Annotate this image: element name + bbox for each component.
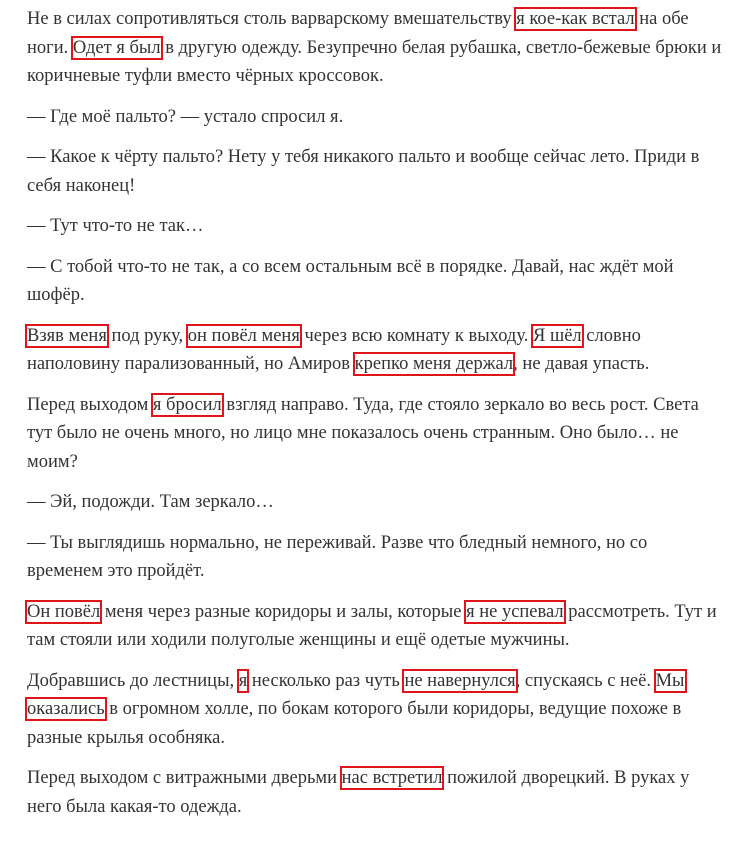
text-segment: под руку, bbox=[106, 325, 188, 346]
paragraph bbox=[27, 598, 727, 655]
paragraph bbox=[27, 529, 727, 586]
highlighted-phrase: я бросил bbox=[152, 394, 222, 415]
story-text bbox=[27, 5, 727, 833]
highlighted-phrase: я кое-как встал bbox=[516, 9, 635, 29]
text-segment: рассмотреть. Тут и там стояли или ходили полуголые женщины и ещё одетые мужчины. bbox=[27, 601, 717, 650]
highlighted-phrase: не навернулся bbox=[404, 670, 516, 691]
text-segment: словно наполовину парализованный, но Амиров bbox=[27, 325, 641, 374]
text-segment: , не давая упасть. bbox=[513, 354, 650, 374]
paragraph bbox=[27, 764, 727, 821]
paragraph bbox=[27, 143, 727, 200]
text-segment: взгляд направо. Туда, где стояло зеркало во весь рост. Света тут было не очень много, но лицо мне показалось очень странным. Оно было… не моим? bbox=[27, 394, 699, 472]
text-segment: Перед выходом с витражными дверьми bbox=[27, 768, 342, 788]
highlighted-phrase: он повёл меня bbox=[187, 325, 300, 346]
text-segment: — Тут что-то не так… bbox=[27, 216, 204, 236]
paragraph bbox=[27, 253, 727, 310]
text-segment: меня через разные коридоры и залы, которые bbox=[100, 601, 467, 622]
highlighted-phrase: нас встретил bbox=[341, 768, 443, 788]
text-segment: Не в силах сопротивляться столь варварскому вмешательству bbox=[27, 9, 517, 29]
paragraph bbox=[27, 103, 727, 132]
paragraph bbox=[27, 212, 727, 241]
text-segment: в огромном холле, по бокам которого были коридоры, ведущие похоже в разные крылья особняка. bbox=[27, 699, 682, 748]
text-segment: несколько раз чуть bbox=[247, 670, 405, 691]
text-segment: — Какое к чёрту пальто? Нету у тебя никакого пальто и вообще сейчас лето. Приди в себя наконец! bbox=[27, 147, 700, 196]
text-segment: — Где моё пальто? — устало спросил я. bbox=[27, 106, 344, 127]
text-segment: на обе ноги. bbox=[27, 9, 689, 58]
paragraph bbox=[27, 391, 727, 477]
text-segment: пожилой дворецкий. В руках у него была какая-то одежда. bbox=[27, 768, 690, 817]
highlighted-phrase: крепко меня держал bbox=[354, 354, 514, 374]
text-segment: — Эй, подожди. Там зеркало… bbox=[27, 492, 274, 512]
text-segment: в другую одежду. Безупречно белая рубашка, светло-бежевые брюки и коричневые туфли вместо чёрных кроссовок. bbox=[27, 37, 722, 86]
highlighted-phrase: я не успевал bbox=[466, 601, 564, 622]
paragraph bbox=[27, 488, 727, 517]
highlighted-phrase: Мы оказались bbox=[27, 670, 685, 719]
highlighted-phrase: Он повёл bbox=[27, 601, 101, 622]
paragraph bbox=[27, 322, 727, 379]
text-segment: — С тобой что-то не так, а со всем остальным всё в порядке. Давай, нас ждёт мой шофёр. bbox=[27, 256, 674, 305]
text-segment: , спускаясь с неё. bbox=[515, 670, 656, 691]
highlighted-phrase: Взяв меня bbox=[27, 325, 107, 346]
highlighted-phrase: Я шёл bbox=[533, 325, 582, 346]
text-segment: Перед выходом bbox=[27, 394, 153, 415]
text-segment: Добравшись до лестницы, bbox=[27, 670, 239, 691]
text-segment: — Ты выглядишь нормально, не переживай. Разве что бледный немного, но со временем это пройдёт. bbox=[27, 532, 648, 581]
highlighted-phrase: я bbox=[238, 670, 248, 691]
text-segment: через всю комнату к выходу. bbox=[299, 325, 533, 346]
paragraph bbox=[27, 667, 727, 753]
highlighted-phrase: Одет я был bbox=[72, 37, 161, 58]
paragraph bbox=[27, 5, 727, 91]
